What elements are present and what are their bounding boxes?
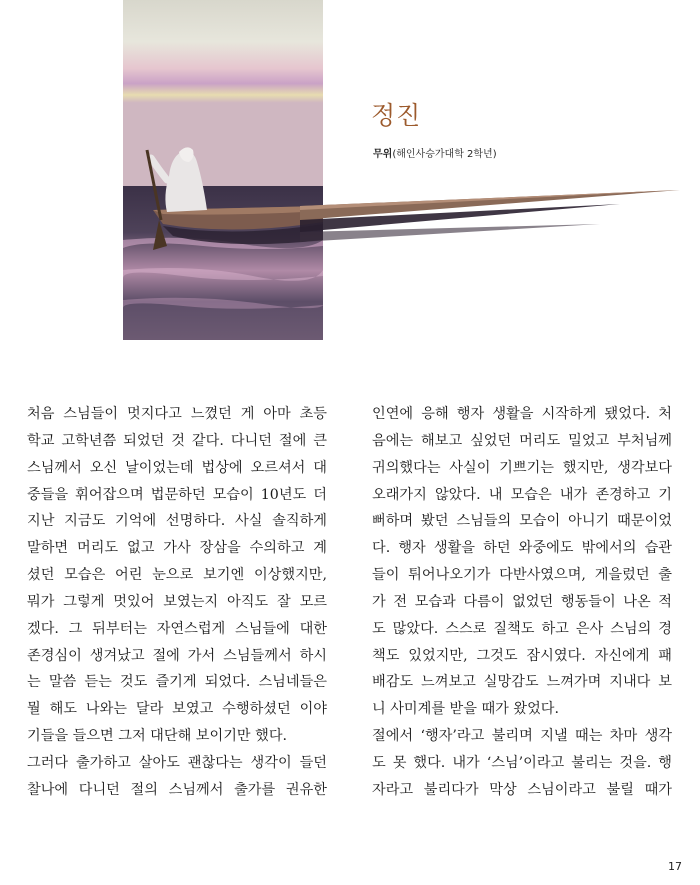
body-line: 겠다. 그 뒤부터는 자연스럽게 스님들에 대한 — [27, 620, 327, 637]
boat-bow-extension — [300, 160, 680, 250]
body-line: 는 말씀 듣는 것도 즐기게 되었다. 스님네들은 — [27, 674, 327, 691]
body-line: 자라고 불리다가 막상 스님이라고 불릴 때가 — [372, 781, 672, 798]
body-line: 찰나에 다니던 절의 스님께서 출가를 권유한 — [27, 781, 327, 798]
body-column-right — [372, 401, 672, 804]
body-line: 절에서 ‘행자’라고 불리며 지낼 때는 차마 생각 — [372, 728, 672, 745]
monk-boat-painting — [123, 0, 323, 340]
body-line: 학교 고학년쯤 되었던 것 같다. 다니던 절에 큰 — [27, 432, 327, 449]
body-line: 말하면 머리도 없고 가사 장삼을 수의하고 계 — [27, 540, 327, 557]
body-line: 도 많았다. 스스로 질책도 하고 은사 스님의 경 — [372, 620, 672, 637]
body-line: 배감도 느껴보고 실망감도 느껴가며 지내다 보 — [372, 674, 672, 691]
article-author — [373, 145, 497, 160]
body-line: 오래가지 않았다. 내 모습은 내가 존경하고 기 — [372, 486, 672, 503]
body-line: 지난 지금도 기억에 선명하다. 사실 솔직하게 — [27, 513, 327, 530]
body-line: 도 못 했다. 내가 ‘스님’이라고 불리는 것을. 행 — [372, 754, 672, 771]
body-line: 뭘 해도 나와는 달라 보였고 수행하셨던 이야 — [27, 701, 327, 718]
body-line: 뭐가 그렇게 멋있어 보였는지 아직도 잘 모르 — [27, 593, 327, 610]
article-title: 정진 — [371, 101, 422, 130]
body-line: 음에는 해보고 싶었던 머리도 밀었고 부처님께 — [372, 432, 672, 449]
body-line: 책도 있었지만, 그것도 잠시였다. 자신에게 패 — [372, 647, 672, 664]
body-column-left — [27, 401, 327, 804]
body-line: 다. 행자 생활을 하던 와중에도 밖에서의 습관 — [372, 540, 672, 557]
boat-bow-shape — [300, 160, 680, 250]
body-line: 처음 스님들이 멋지다고 느꼈던 게 아마 초등 — [27, 406, 327, 422]
body-line: 존경심이 생겨났고 절에 가서 스님들께서 하시 — [27, 647, 327, 664]
body-line: 그러다 출가하고 살아도 괜찮다는 생각이 들던 — [27, 754, 327, 771]
body-line: 중들을 휘어잡으며 법문하던 모습이 10년도 더 — [27, 486, 327, 503]
body-line: 스님께서 오신 날이었는데 법상에 오르셔서 대 — [27, 459, 327, 476]
author-affiliation: (해인사승가대학 2학년) — [392, 149, 497, 160]
body-line: 들이 튀어나오기가 다반사였으며, 게을렀던 출 — [372, 567, 672, 584]
body-line: 인연에 응해 행자 생활을 시작하게 됐었다. 처 — [372, 406, 672, 422]
body-line: 니 사미계를 받을 때가 왔었다. — [372, 701, 560, 718]
body-line: 셨던 모습은 어린 눈으로 보기엔 이상했지만, — [27, 567, 327, 584]
body-line: 기들을 들으면 그저 대단해 보이기만 했다. — [27, 728, 288, 745]
body-line: 가 전 모습과 다름이 없었던 행동들이 나온 적 — [372, 593, 672, 610]
page-number: 17 — [668, 860, 682, 873]
author-name: 무위 — [373, 149, 393, 160]
body-line: 뻐하며 봤던 스님들의 모습이 아니기 때문이었 — [372, 513, 672, 530]
body-line: 귀의했다는 사실이 기쁘기는 했지만, 생각보다 — [372, 459, 672, 476]
monk-boat-illustration — [123, 0, 323, 340]
